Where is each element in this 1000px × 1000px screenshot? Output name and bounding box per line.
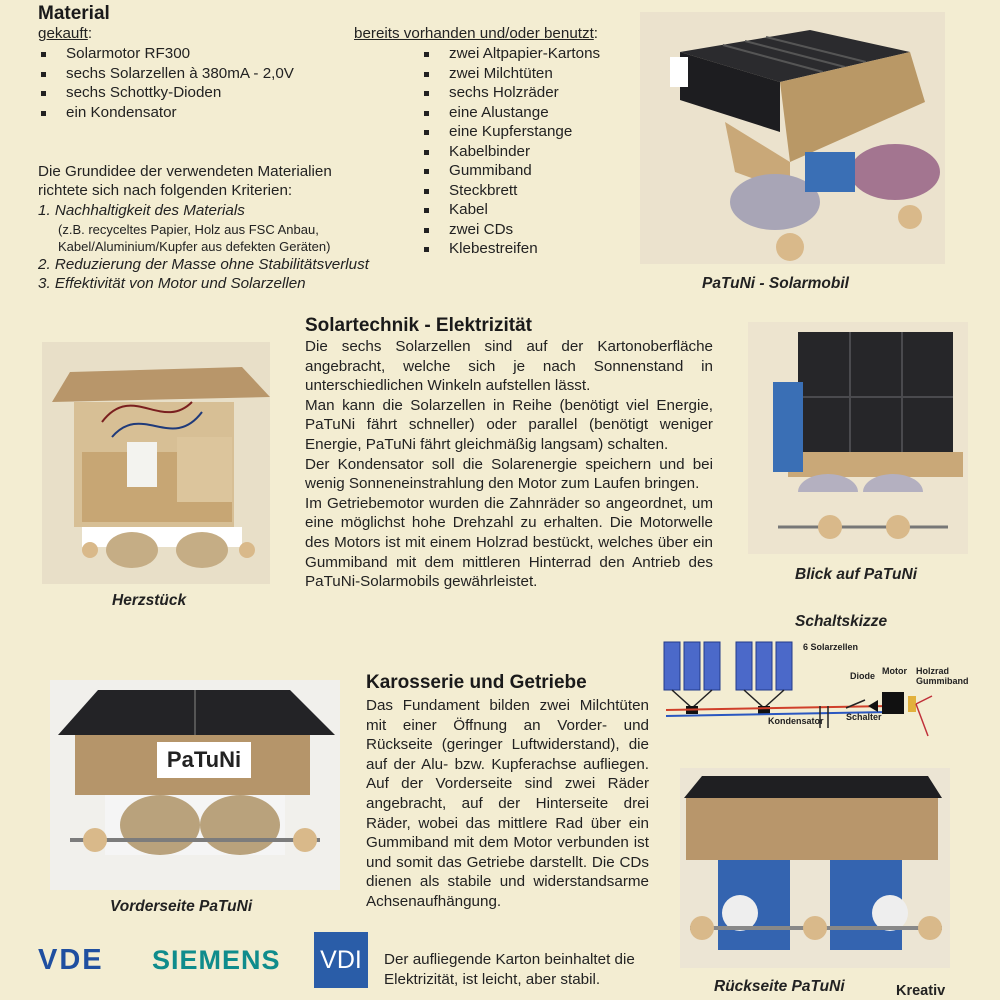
circuit-diagram-svg xyxy=(660,636,965,746)
blick-photo xyxy=(748,322,968,554)
caption-solarmobil: PaTuNi - Solarmobil xyxy=(702,275,849,292)
list-item: zwei Altpapier-Kartons xyxy=(421,44,631,64)
schematic-motor-label: Motor xyxy=(882,666,907,676)
list-item: ein Kondensator xyxy=(38,103,358,123)
solar-paragraph: Man kann die Solarzellen in Reihe (benötigt viel Energie, PaTuNi fährt schneller) oder parallel (benötigt weniger Energie, PaTuNi fährt gleichmäßig langsam) schalten. xyxy=(305,396,713,453)
caption-kreativ: Kreativ xyxy=(896,983,946,999)
solar-paragraph: Der Kondensator soll die Solarenergie speichern und bei wenig Sonneneinstrahlung den Motor zum Laufen bringen. xyxy=(305,455,713,493)
rueckseite-illustration xyxy=(680,768,950,968)
blick-illustration xyxy=(748,322,968,554)
criteria-list xyxy=(38,201,418,294)
existing-label-colon: : xyxy=(593,25,599,42)
criterion-1-detail: (z.B. recyceltes Papier, Holz aus FSC Anbau, xyxy=(58,221,319,237)
karosserie-text: Das Fundament bilden zwei Milchtüten mit einer Öffnung an Vorder- und Rückseite (geringer Luftwiderstand), die auf der Alu- bzw. Kupferachse aufliegen. Auf der Vorderseite sind zwei Räder angebracht, auf der Hinterseite drei Räder, wobei das mittlere Rad über ein Gummiband mit dem Motor verbunden ist und somit das Getriebe darstellt. Die CDs dienen als stabile und widerstandsarme Achsenaufhängung. xyxy=(366,697,649,910)
caption-schaltskizze: Schaltskizze xyxy=(795,613,888,630)
vdi-logo: VDI xyxy=(314,932,368,988)
karosserie-note: Der aufliegende Karton beinhaltet die Elektrizität, ist leicht, aber stabil. xyxy=(384,951,635,988)
material-heading: Material xyxy=(38,3,110,24)
list-item: Steckbrett xyxy=(421,181,631,201)
schematic-kondensator-label: Kondensator xyxy=(768,716,824,726)
criterion-1-detail: Kabel/Aluminium/Kupfer aus defekten Geräten) xyxy=(58,238,331,254)
list-item: Kabelbinder xyxy=(421,142,631,162)
solar-text xyxy=(305,337,713,592)
existing-label xyxy=(354,24,598,44)
siemens-logo: SIEMENS xyxy=(152,945,281,975)
list-item: sechs Holzräder xyxy=(421,83,631,103)
rueckseite-photo xyxy=(680,768,950,968)
photo-name-label: PaTuNi xyxy=(157,742,251,778)
idea-line-2: richtete sich nach folgenden Kriterien: xyxy=(38,182,293,199)
list-item: zwei CDs xyxy=(421,220,631,240)
solar-heading: Solartechnik - Elektrizität xyxy=(305,315,533,336)
bought-label xyxy=(38,24,92,44)
caption-herzstueck: Herzstück xyxy=(112,592,187,609)
solarmobil-photo xyxy=(640,12,945,264)
circuit-diagram xyxy=(660,636,969,746)
solar-paragraph: Im Getriebemotor wurden die Zahnräder so angeordnet, um eine möglichst hohe Drehzahl zu erhalten. Die Motorwelle des Motors ist mit einem Holzrad bestückt, welches über ein Gummiband mit dem mittleren Hinterrad den Antrieb des PaTuNi-Solarmobils gewährleistet. xyxy=(305,494,713,591)
existing-list xyxy=(421,44,631,259)
list-item: Solarmotor RF300 xyxy=(38,44,358,64)
schematic-schalter-label: Schalter xyxy=(846,712,882,722)
caption-blick: Blick auf PaTuNi xyxy=(795,566,918,583)
solar-paragraph: Die sechs Solarzellen sind auf der Kartonoberfläche angebracht, welche sich je nach Sonnenstand in unterschiedlichen Winkeln aufstellen lässt. xyxy=(305,338,713,395)
schematic-gummiband-label: Gummiband xyxy=(916,676,969,686)
bought-list xyxy=(38,44,358,122)
vde-logo: VDE xyxy=(38,944,104,976)
schematic-cells-label: 6 Solarzellen xyxy=(803,642,859,652)
caption-vorderseite: Vorderseite PaTuNi xyxy=(110,898,253,915)
karosserie-heading: Karosserie und Getriebe xyxy=(366,672,587,693)
list-item: sechs Solarzellen à 380mA - 2,0V xyxy=(38,64,358,84)
list-item: zwei Milchtüten xyxy=(421,64,631,84)
criterion-2: 2. Reduzierung der Masse ohne Stabilitätsverlust xyxy=(38,255,369,273)
list-item: Gummiband xyxy=(421,161,631,181)
herzstueck-photo xyxy=(42,342,270,584)
list-item: eine Alustange xyxy=(421,103,631,123)
vorderseite-photo xyxy=(50,680,340,890)
list-item: Klebestreifen xyxy=(421,239,631,259)
criterion-3: 3. Effektivität von Motor und Solarzellen xyxy=(38,275,306,292)
list-item: sechs Schottky-Dioden xyxy=(38,83,358,103)
bought-label-colon: : xyxy=(87,25,93,42)
list-item: eine Kupferstange xyxy=(421,122,631,142)
list-item: Kabel xyxy=(421,200,631,220)
existing-label-text: bereits vorhanden und/oder benutzt xyxy=(354,25,594,42)
schematic-holzrad-label: Holzrad xyxy=(916,666,950,676)
schematic-diode-label: Diode xyxy=(850,671,876,681)
vorderseite-illustration xyxy=(50,680,340,890)
idea-line-1: Die Grundidee der verwendeten Materialien xyxy=(38,163,332,180)
solarmobil-illustration xyxy=(640,12,945,264)
criterion-1: 1. Nachhaltigkeit des Materials xyxy=(38,202,245,219)
herzstueck-illustration xyxy=(42,342,270,584)
caption-rueckseite: Rückseite PaTuNi xyxy=(714,978,845,995)
bought-label-text: gekauft xyxy=(38,25,88,42)
